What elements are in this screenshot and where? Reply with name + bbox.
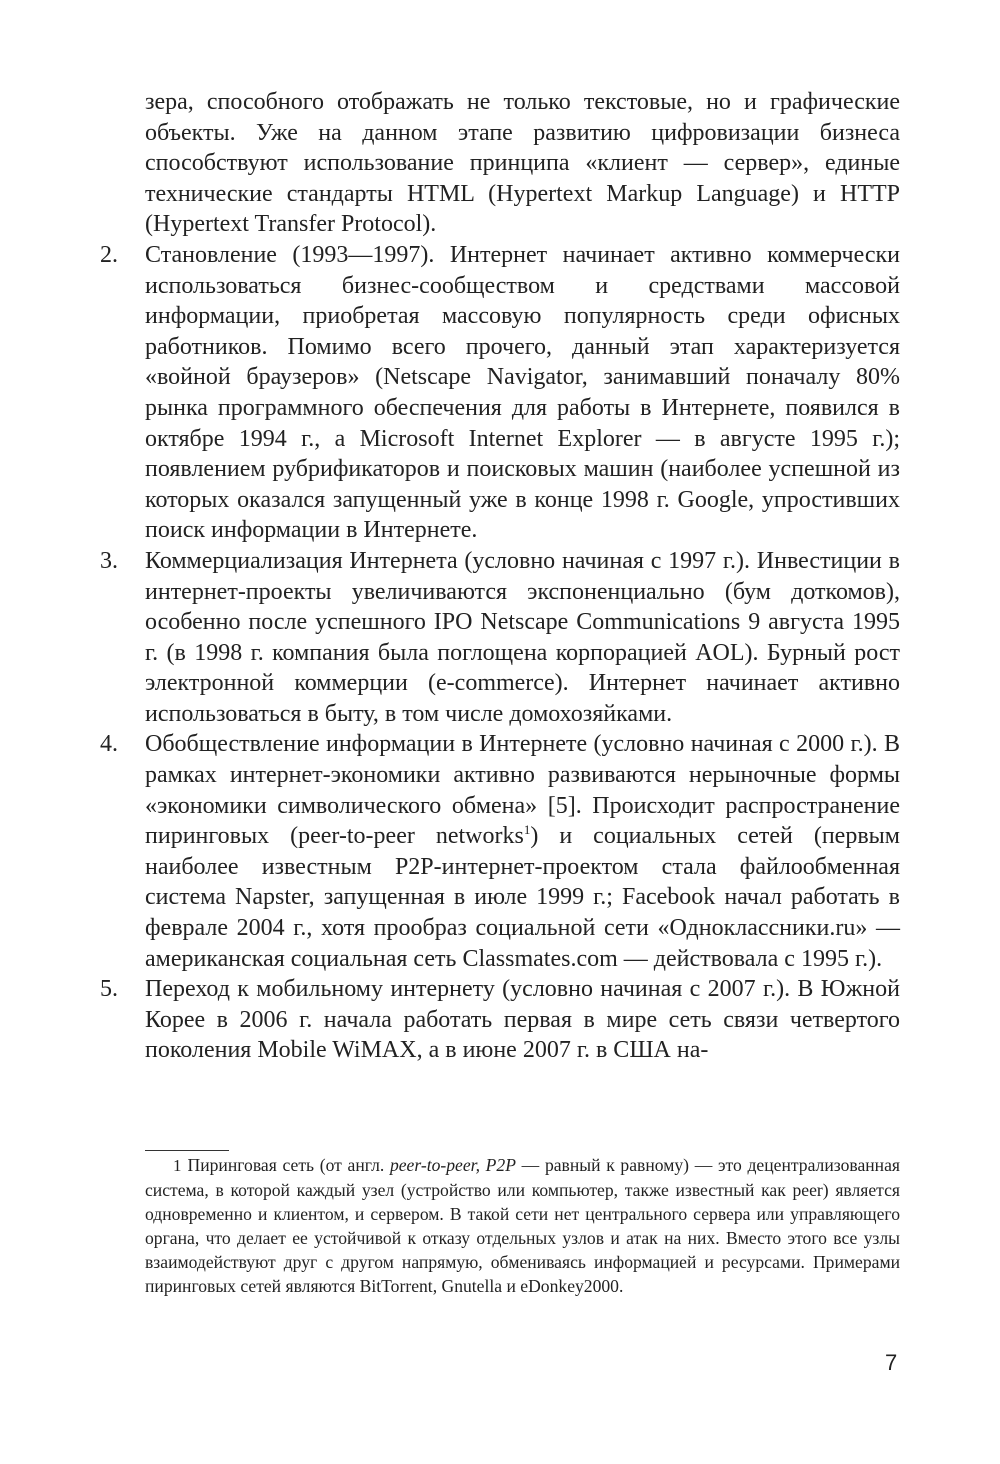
list-text: Переход к мобильному интернету (условно начиная с 2007 г.). В Южной Корее в 2006 г. начала работать первая в мире сеть связи четвертого поколения Mobile WiMAX, а в июне 2007 г. в США на-	[145, 976, 900, 1064]
footnote-lead: Пиринговая сеть (от англ.	[187, 1155, 390, 1175]
continuation-paragraph: зера, способного отображать не только текстовые, но и графические объекты. Уже на данном этапе развитию цифровизации бизнеса способствуют использование принципа «клиент — сервер», единые технические стандарты HTML (Hypertext Markup Language) и HTTP (Hypertext Transfer Protocol).	[145, 89, 900, 238]
list-text: Становление (1993—1997). Интернет начинает активно коммерчески использоваться бизнес-сообществом и средствами массовой информации, приобретая массовую популярность среди офисных работников. Помимо всего прочего, данный этап характеризуется «войной браузеров» (Netscape Navigator, занимавший поначалу 80% рынка программного обеспечения для работы в Интернете, появился в октябре 1994 г., а Microsoft Internet Explorer — в августе 1995 г.); появлением рубрификаторов и поисковых машин (наиболее успешной из которых оказался запущенный уже в конце 1998 г. Google, упростивших поиск информации в Интернете.	[145, 241, 900, 544]
footnote	[145, 1153, 900, 1299]
list-number: 5.	[100, 976, 118, 1003]
list-item-2	[100, 240, 900, 546]
list-number: 2.	[100, 241, 118, 268]
list-text-before-footnote-ref: Обобществление информации в Интернете (условно начиная с 2000 г.). В рамках интернет-экономики активно развиваются нерыночные формы «экономики символического обмена» [5]. Происходит распространение пиринговых (peer-to-peer networks	[145, 731, 900, 850]
footnote-reference[interactable]: 1	[523, 822, 531, 838]
footnote-separator	[145, 1150, 229, 1151]
list-text: Коммерциализация Интернета (условно начиная с 1997 г.). Инвестиции в интернет-проекты увеличиваются экспоненциально (бум доткомов), особенно после успешного IPO Netscape Communications 9 августа 1995 г. (в 1998 г. компания была поглощена корпорацией AOL). Бурный рост электронной коммерции (e-commerce). Интернет начинает активно использоваться в быту, в том числе домохозяйками.	[145, 547, 900, 727]
list-text-after-footnote-ref: ) и социальных сетей (первым наиболее известным P2P-интернет-проектом стала файлообменная система Napster, запущенная в июле 1999 г.; Facebook начал работать в феврале 2004 г., хотя прообраз социальной сети «Одноклассники.ru» — американская социальная сеть Classmates.com — действовала с 1995 г.).	[145, 823, 900, 972]
list-item-3	[100, 546, 900, 730]
footnote-term: peer-to-peer, P2P	[389, 1155, 516, 1175]
list-item-4	[100, 729, 900, 974]
footnote-marker: 1	[173, 1156, 182, 1175]
list-number: 4.	[100, 731, 118, 758]
list-text	[145, 729, 900, 974]
footnote-body: — равный к равному) — это децентрализованная система, в которой каждый узел (устройство или компьютер, также известный как peer) является одновременно и клиентом, и сервером. В такой сети нет центрального сервера или управляющего органа, что делает ее устойчивой к отказу отдельных узлов и атак на них. Вместо этого все узлы взаимодействуют друг с другом напрямую, обмениваясь информацией и ресурсами. Примерами пиринговых сетей являются BitTorrent, Gnutella и eDonkey2000.	[145, 1155, 901, 1297]
page-number: 7	[885, 1350, 898, 1375]
main-text	[100, 87, 900, 1066]
list-item-5	[100, 974, 900, 1066]
list-number: 3.	[100, 547, 118, 574]
